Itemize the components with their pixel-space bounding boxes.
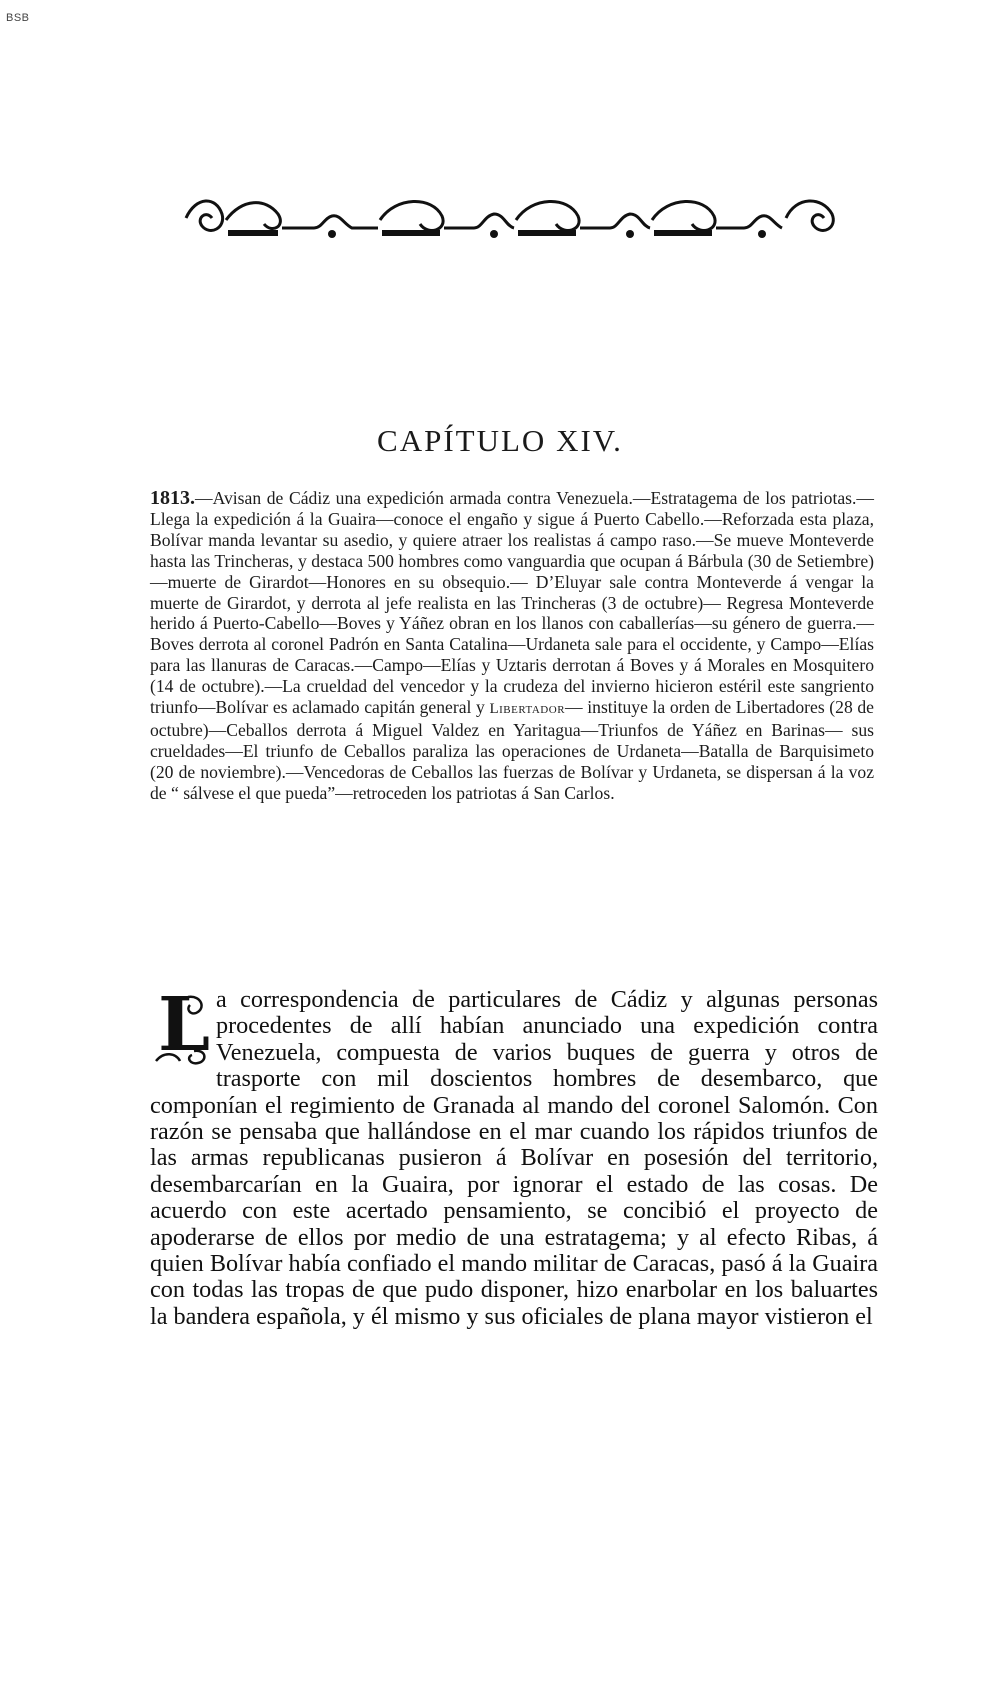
ornamental-header-band [182,190,850,246]
chapter-title: CAPÍTULO XIV. [377,423,623,458]
dropcap-letter: L [158,982,211,1068]
summary-text-part-2: — instituye la orden de Libertadores (28 de octubre)—Ceballos derrota á Miguel Valdez en Yaritagua—Triunfos de Yáñez en Barinas— sus crueldades—El triunfo de Ceballos paraliza las operaciones de Urdaneta—Batalla de Barquisimeto (20 de noviembre).—Vencedoras de Ceballos las fuerzas de Bolívar y Urdaneta, se dispersan á la voz de “ sálvese el que pueda”—retroceden los patriotas á San Carlos. [150,697,874,803]
summary-year: 1813. [150,487,195,509]
libertador-small-caps: Libertador [489,701,566,718]
summary-text-part-1: —Avisan de Cádiz una expedición armada contra Venezuela.—Estratagema de los patriotas.—Llega la expedición á la Guaira—conoce el engaño y sigue á Puerto Cabello.—Reforzada esta plaza, Bolívar manda levantar su asedio, y quiere atraer los realistas á campo raso.—Se mueve Monteverde hasta las Trincheras, y destaca 500 hombres como vanguardia que ocupan á Bárbula (30 de Setiembre)—muerte de Girardot—Honores en su obsequio.— D’Eluyar sale contra Monteverde á vengar la muerte de Girardot, y derrota al jefe realista en las Trincheras (3 de octubre)— Regresa Monteverde herido á Puerto-Cabello—Boves y Yáñez obran en los llanos con caballerías—su género de guerra.—Boves derrota al coronel Padrón en Santa Catalina—Urdaneta sale para el occidente, y Campo—Elías para las llanuras de Caracas.—Campo—Elías y Uztaris derrotan á Boves y á Morales en Mosquitero (14 de octubre).—La crueldad del vencedor y la crudeza del invierno hicieron estéril este sangriento triunfo—Bolívar es aclamado capitán general y [150,488,874,718]
chapter-summary [150,488,874,804]
library-stamp: BSB [6,12,30,24]
decorated-dropcap [150,982,211,1068]
body-text: a correspondencia de particulares de Cádiz y algunas personas procedentes de allí habían anunciado una expedición contra Venezuela, compuesta de varios buques de guerra y otros de trasporte con mil doscientos hombres de desembarco, que componían el regimiento de Granada al mando del coronel Salomón. Con razón se pensaba que hallándose en el mar cuando los rápidos triunfos de las armas republicanas pusieron á Bolívar en posesión del territorio, desembarcarían en la Guaira, por ignorar el estado de las cosas. De acuerdo con este acertado pensamiento, se concibió el proyecto de apoderarse de ellos por medio de una estratagema; y al efecto Ribas, á quien Bolívar había confiado el mando militar de Caracas, pasó á la Guaira con todas las tropas de que pudo disponer, hizo enarbolar en los baluartes la bandera española, y él mismo y sus oficiales de plana mayor vistieron el [150,986,878,1330]
chapter-body-paragraph [150,982,878,1330]
